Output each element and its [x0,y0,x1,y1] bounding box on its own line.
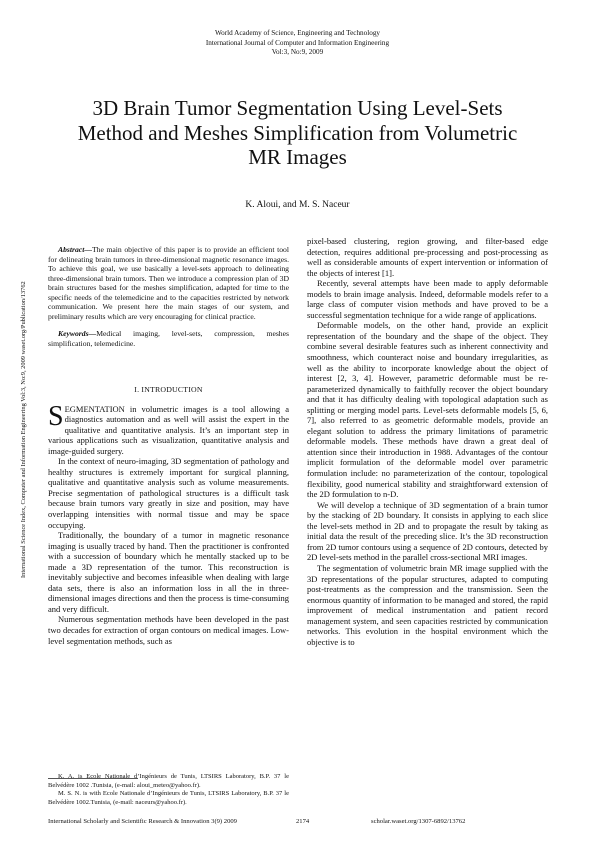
footer-publisher: International Scholarly and Scientific Research & Innovation 3(9) 2009 [48,818,237,825]
left-paragraph: Traditionally, the boundary of a tumor in magnetic resonance imaging is usually traced by hand. Then the practitioner is confronted with a succession of boundary which he mentally stacked up to be made a 3D representation of the tumor. This reconstruction is inevitably subjective and becomes infeasible when dealing with large data sets, there is also an information loss in all the in three-dimensional images directions and then the process is time-consuming and very difficult. [48,530,289,614]
intro-first-paragraph-text: EGMENTATION in volumetric images is a tool allowing a diagnostics automation and as well will assist the expert in the qualitative and quantitative analysis. It’s an important step in various applications such as visualization, quantitative analysis and image-guided surgery. [48,403,289,456]
paper-authors: K. Aloui, and M. S. Naceur [245,200,350,210]
journal-header-line1: World Academy of Science, Engineering and Technology [214,29,381,37]
keywords-label: Keywords— [58,329,97,338]
paper-title: 3D Brain Tumor Segmentation Using Level-Sets Method and Meshes Simplification from Volumetric MR Images [77,96,518,169]
sidebar-citation [20,281,32,590]
journal-header-line3: Vol:3, No:9, 2009 [271,48,324,57]
footnote-item: M. S. N. is with Ecole Nationale d’Ingénieurs de Tunis, LTSIRS Laboratory, B.P. 37 le Belvédère 1002.Tunisia, (e-mail: naceurs@yahoo.fr). [48,790,289,807]
section-heading-introduction: I. INTRODUCTION [134,385,203,394]
abstract-label: Abstract— [58,245,92,254]
footer-url[interactable]: scholar.waset.org/1307-6892/13762 [371,818,466,825]
left-paragraph: In the context of neuro-imaging, 3D segmentation of pathology and healthy structures is extremely important for surgical planning, qualitative and quantitative analysis such as volume measurements. Precise segmentation of pathological structures is a difficult task because brain tumors vary greatly in size and position, may have overlapping intensities with normal tissue and may be space occupying. [48,456,289,530]
right-continuation-paragraph: pixel-based clustering, region growing, and filter-based edge detection, requires additional pre-processing and post-processing as well as considerable amounts of expert intervention or information of the objects of interest [1]. [307,236,548,278]
left-column [48,375,289,646]
abstract-text: The main objective of this paper is to provide an efficient tool for delineating brain tumors in three-dimensional magnetic resonance images. To achieve this goal, we use basically a level-sets approach to delineating three-dimensional brain tumors. Then we introduce a compression plan of 3D brain structures based for the meshes simplification, adapted for time to the specific needs of the telemedicine and to the capacities restricted by network communication. We present here the main stages of our system, and preliminary results which are very encouraging for clinical practice. [48,245,289,321]
right-paragraph: We will develop a technique of 3D segmentation of a brain tumor by the stacking of 2D boundary. It consists in applying to each slice the level-sets method in 2D and to propagate the result by taking as initial data the result of the preceding slice. It’s the 3D reconstruction from 2D tumor contours using a sequence of 2D contours, detected by 2D level-sets method in the parallel cross-sectional MRI images. [307,499,548,563]
right-paragraph: Deformable models, on the other hand, provide an explicit representation of the boundary and the shape of the object. They combine several desirable features such as inherent connectivity and smoothness, which counteract noise and boundary irregularities, as well as the ability to incorporate knowledge about the object of interest [2, 3, 4]. However, parametric deformable must be re-parameterized dynamically to faithfully recover the object boundary and that it has difficulty dealing with topological adaptation such as splitting or merging model parts. Level-sets deformable models [5, 6, 7], also referred to as geometric deformable models, provide an elegant solution to address the primary limitations of parametric deformable models. These methods have drawn a great deal of attention since their introduction in 1988. Advantages of the contour implicit formulation of the deformable model over parametric formulation include: no parameterization of the contour, topological flexibility, good numerical stability and straightforward extension of the 2D formulation to n-D. [307,320,548,500]
keywords-paragraph [48,329,289,348]
page-number: 2174 [296,818,310,825]
footnote-item: K. A. is Ecole Nationale d’Ingénieurs de Tunis, LTSIRS Laboratory, B.P. 37 le Belvédère 1002 .Tunisia, (e-mail: aloui_meteo@yahoo.fr). [48,773,289,789]
keywords-text: Medical imaging, level-sets, compression, meshes simplification, telemedicine. [48,329,289,348]
author-footnotes [48,773,289,808]
right-paragraph: The segmentation of volumetric brain MR image supplied with the 3D representations of the popular structures, adapted to computing post-treatments as the compression and the transmission. Seen the enormous quantity of information to be managed and stored, the rapid improvement of medical instrumentation and patient record management system, and seen capacities restricted by communication networks. This evolution in the hospital environment which the objective is to [307,562,548,647]
right-paragraph: Recently, several attempts have been made to apply deformable models to brain image analysis. Indeed, deformable models refer to a large class of computer vision methods and have proved to be a successful segmentation technique for a wide range of applications. [307,278,548,320]
abstract-paragraph [48,245,289,321]
sidebar-citation-text: International Science Index, Computer and Information Engineering Vol:3, No:9, 2009 waset.org/Publication/13762 [20,281,27,578]
intro-first-paragraph [48,400,289,457]
left-paragraph: Numerous segmentation methods have been developed in the past two decades for extraction of organ contours on medical images. Low-level segmentation methods, such as [48,614,289,646]
abstract-block [48,245,289,348]
drop-cap: S [48,400,64,432]
journal-header-line2: International Journal of Computer and Information Engineering [205,38,390,47]
right-column [307,236,548,647]
